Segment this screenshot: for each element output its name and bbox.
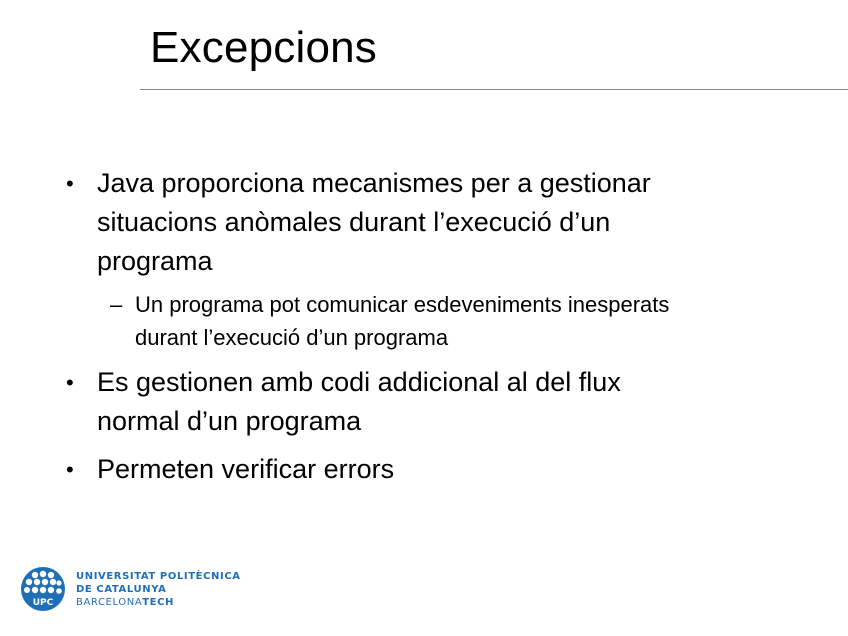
university-name: [76, 570, 296, 609]
bullet-line: Java proporciona mecanismes per a gestionar: [97, 168, 651, 198]
sub-bullet-line: durant l’execució d’un programa: [135, 325, 449, 350]
bullet-marker: •: [66, 457, 74, 482]
bullet-marker: •: [66, 370, 74, 395]
university-line-2: DE CATALUNYA: [76, 584, 167, 595]
bullet-line: programa: [97, 246, 213, 276]
title-divider: [140, 89, 848, 90]
bullet-text: [97, 164, 757, 281]
university-line-1: UNIVERSITAT POLITÈCNICA: [76, 571, 241, 582]
university-line-3-light: BARCELONA: [76, 597, 143, 608]
upc-logo-icon: [20, 566, 66, 612]
bullet-marker: •: [66, 171, 74, 196]
sub-bullet-text: [135, 288, 785, 354]
bullet-text: [97, 450, 757, 489]
bullet-line: Es gestionen amb codi addicional al del flux: [97, 367, 621, 397]
sub-bullet-marker: –: [110, 292, 123, 317]
university-line-3: [76, 596, 296, 609]
slide-title: Excepcions: [150, 23, 378, 72]
university-line-3-bold: TECH: [142, 597, 175, 608]
sub-bullet-line: Un programa pot comunicar esdeveniments inesperats: [135, 292, 670, 317]
bullet-line: situacions anòmales durant l’execució d’un: [97, 207, 611, 237]
bullet-line: Permeten verificar errors: [97, 454, 395, 484]
upc-badge-text: UPC: [32, 598, 54, 608]
bullet-text: [97, 363, 757, 441]
bullet-line: normal d’un programa: [97, 406, 362, 436]
